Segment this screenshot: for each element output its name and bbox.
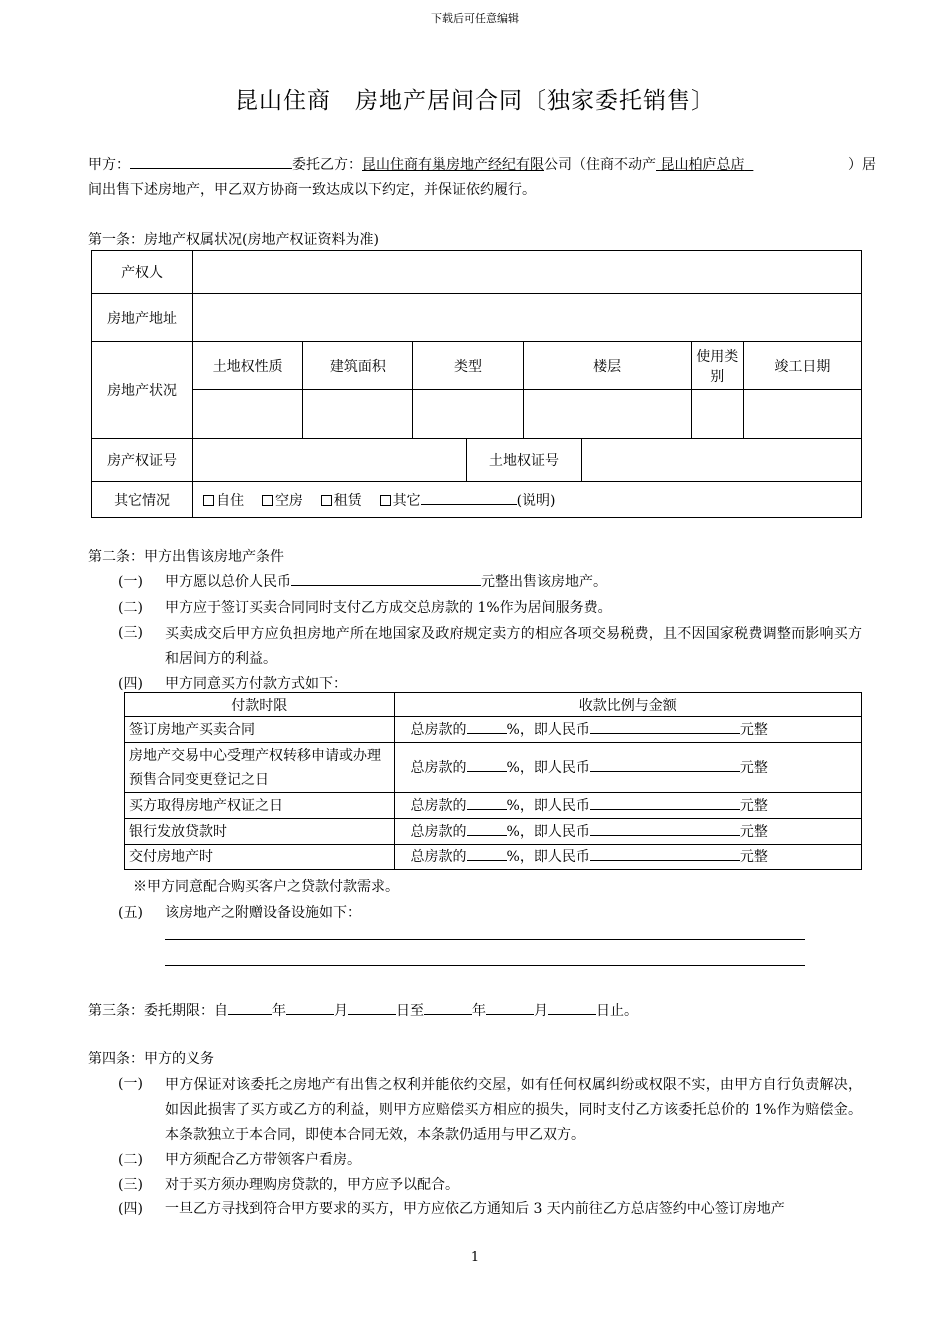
cert-label: 房产权证号 [92, 439, 193, 482]
art4-item3-no: (三) [118, 1177, 143, 1193]
col-land-nature: 土地权性质 [193, 342, 303, 390]
art4-item4-no: (四) [118, 1201, 143, 1217]
option-self[interactable]: 自住 [203, 493, 244, 509]
branch-name: 昆山柏庐总店 [660, 157, 745, 173]
party-a-blank[interactable] [130, 154, 292, 169]
loan-note: ※甲方同意配合购买客户之贷款付款需求。 [133, 879, 399, 895]
option-vacant[interactable]: 空房 [262, 493, 303, 509]
col-floor: 楼层 [523, 342, 691, 390]
pay-header-time: 付款时限 [125, 693, 395, 717]
type-field[interactable] [413, 390, 523, 439]
land-cert-label: 土地权证号 [467, 439, 581, 482]
explain-label: (说明) [516, 492, 556, 509]
pay-header-ratio: 收款比例与金额 [394, 693, 861, 717]
art4-item4: 一旦乙方寻找到符合甲方要求的买方，甲方应依乙方通知后 3 天内前往乙方总店签约中心签订房地产 [165, 1201, 785, 1217]
checkbox-icon [380, 495, 391, 506]
art4-heading: 第四条：甲方的义务 [88, 1051, 214, 1067]
party-b-label: 委托乙方： [292, 157, 362, 173]
cert-field[interactable] [193, 439, 467, 482]
floor-field[interactable] [523, 390, 691, 439]
pay-row-label: 房地产交易中心受理产权转移申请或办理预售合同变更登记之日 [125, 743, 395, 793]
pay-row-amount: 总房款的 %，即人民币 元整 [394, 845, 861, 870]
art2-item1-no: (一) [118, 574, 143, 590]
art3-term: 第三条：委托期限：自 年 月 日至 年 月 日止。 [88, 1000, 638, 1020]
art2-item5: 该房地产之附赠设备设施如下： [165, 905, 361, 921]
art4-item3: 对于买方须办理购房贷款的，甲方应予以配合。 [165, 1177, 459, 1193]
intro-line1 [88, 154, 753, 174]
art4-item2: 甲方须配合乙方带领客户看房。 [165, 1152, 361, 1168]
accessory-line-1[interactable] [165, 939, 805, 940]
pay-row-amount: 总房款的 %，即人民币 元整 [394, 819, 861, 845]
pay-row-label: 交付房地产时 [125, 845, 395, 870]
company-suffix: 公司（住商不动产 [544, 157, 656, 173]
col-type: 类型 [413, 342, 523, 390]
art2-item2: 甲方应于签订买卖合同同时支付乙方成交总房款的 1%作为居间服务费。 [165, 600, 612, 616]
checkbox-icon [203, 495, 214, 506]
art2-item3-no: (三) [118, 625, 143, 641]
col-usage: 使用类别 [691, 342, 743, 390]
art1-heading: 第一条：房地产权属状况(房地产权证资料为准) [88, 232, 379, 248]
art4-item1: 甲方保证对该委托之房地产有出售之权利并能依约交屋，如有任何权属纠纷或权限不实，由甲方自行负责解决，如因此损害了买方或乙方的利益，则甲方应赔偿买方相应的损失，同时支付乙方该委托总价的 1%作为赔偿金。本条款独立于本合同，即使本合同无效，本条款仍适用与甲乙双方。 [165, 1077, 862, 1143]
page-number: 1 [470, 1250, 480, 1265]
payment-table [124, 692, 862, 870]
other-label: 其它情况 [92, 482, 193, 518]
intro-line2: 间出售下述房地产，甲乙双方协商一致达成以下约定，并保证依约履行。 [88, 182, 536, 198]
property-table [91, 250, 862, 518]
checkbox-icon [321, 495, 332, 506]
usage-field[interactable] [691, 390, 743, 439]
page-title: 昆山住商 房地产居间合同〔独家委托销售〕 [235, 88, 715, 114]
accessory-line-2[interactable] [165, 965, 805, 966]
checkbox-icon [262, 495, 273, 506]
total-price-blank[interactable] [291, 571, 481, 586]
land-nature-field[interactable] [193, 390, 303, 439]
art4-item1-no: (一) [118, 1076, 143, 1092]
completion-field[interactable] [743, 390, 861, 439]
owner-field[interactable] [193, 251, 862, 294]
address-field[interactable] [193, 294, 862, 342]
header-note: 下载后可任意编辑 [431, 12, 519, 25]
art2-item2-no: (二) [118, 600, 143, 616]
pay-row-label: 买方取得房地产权证之日 [125, 793, 395, 819]
art2-heading: 第二条：甲方出售该房地产条件 [88, 549, 284, 565]
option-other[interactable]: 其它 [380, 493, 421, 509]
art2-item4: 甲方同意买方付款方式如下： [165, 676, 347, 692]
option-rented[interactable]: 租赁 [321, 493, 362, 509]
col-completion: 竣工日期 [743, 342, 861, 390]
art4-item2-no: (二) [118, 1152, 143, 1168]
company-name: 昆山住商有巢房地产经纪有限 [362, 157, 544, 173]
pay-row-label: 签订房地产买卖合同 [125, 717, 395, 743]
art2-item1: 甲方愿以总价人民币 元整出售该房地产。 [165, 571, 607, 591]
pay-row-label: 银行发放贷款时 [125, 819, 395, 845]
owner-label: 产权人 [92, 251, 193, 294]
art2-item3: 买卖成交后甲方应负担房地产所在地国家及政府规定卖方的相应各项交易税费，且不因国家税费调整而影响买方和居间方的利益。 [165, 626, 862, 667]
art2-item5-no: (五) [118, 905, 143, 921]
col-area: 建筑面积 [303, 342, 413, 390]
address-label: 房地产地址 [92, 294, 193, 342]
pay-row-amount: 总房款的 %，即人民币 元整 [394, 717, 861, 743]
pay-row-amount: 总房款的 %，即人民币 元整 [394, 793, 861, 819]
pay-row-amount: 总房款的 %，即人民币 元整 [394, 743, 861, 793]
area-field[interactable] [303, 390, 413, 439]
other-options [193, 482, 862, 518]
party-a-label: 甲方： [88, 157, 130, 173]
intro-tail: ）居 [848, 157, 876, 173]
art2-item4-no: (四) [118, 676, 143, 692]
land-cert-field[interactable] [581, 439, 861, 482]
status-label: 房地产状况 [92, 342, 193, 439]
other-blank[interactable] [421, 490, 517, 505]
